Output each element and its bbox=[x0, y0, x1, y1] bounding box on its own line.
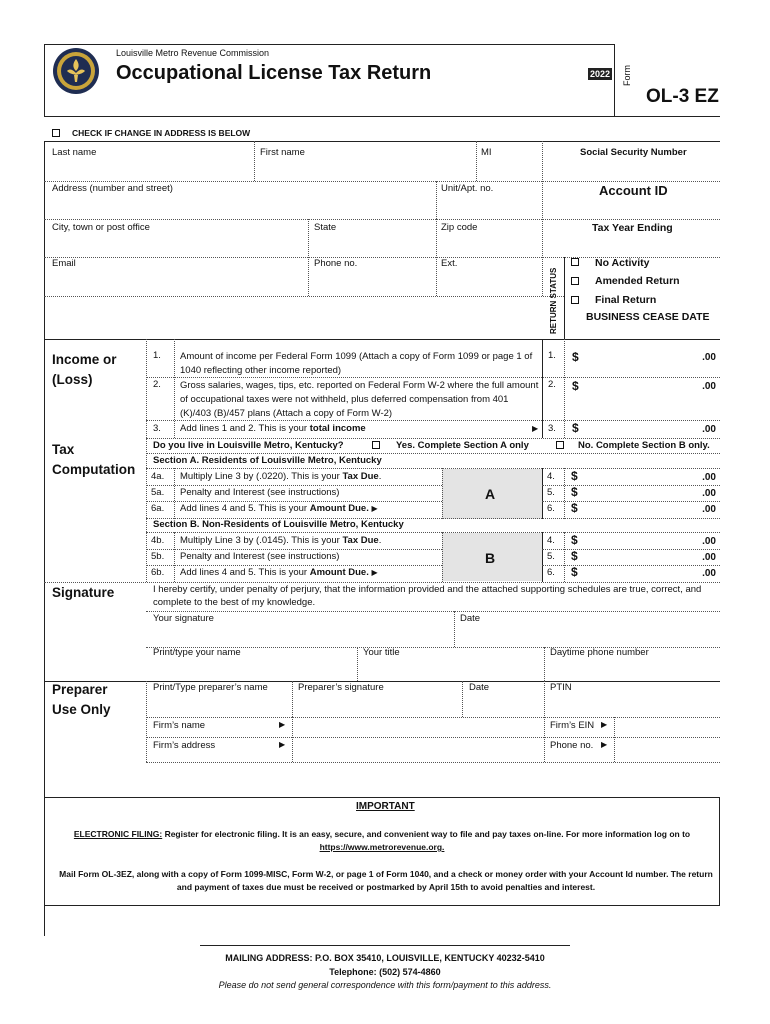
form-label: Form bbox=[622, 65, 632, 86]
line5b-dollar: $ bbox=[571, 549, 578, 563]
address-input[interactable] bbox=[50, 200, 432, 216]
electronic-filing-note: ELECTRONIC FILING: Register for electronic filing. It is an easy, secure, and convenient way to file and pay taxes on-line. For more information log on to https://www.metrorevenue.org. bbox=[73, 829, 691, 852]
line5a-dollar: $ bbox=[571, 485, 578, 499]
line5a-ref: 5. bbox=[547, 487, 555, 498]
address-change-checkbox[interactable] bbox=[52, 129, 60, 137]
line4a-amount[interactable]: .00 bbox=[702, 472, 716, 483]
tax-year-badge: 2022 bbox=[589, 69, 611, 79]
amended-return-checkbox[interactable] bbox=[571, 277, 579, 285]
firm-address-arrow-icon: ▶ bbox=[279, 740, 286, 749]
line3-dollar: $ bbox=[572, 421, 579, 435]
resident-yes-checkbox[interactable] bbox=[372, 441, 380, 449]
address-change-label: CHECK IF CHANGE IN ADDRESS IS BELOW bbox=[72, 128, 251, 138]
phone-label: Phone no. bbox=[314, 258, 358, 269]
preparer-name-input[interactable] bbox=[150, 698, 288, 714]
account-id-label: Account ID bbox=[599, 183, 668, 198]
email-input[interactable] bbox=[50, 274, 304, 290]
last-name-input[interactable] bbox=[50, 162, 250, 178]
city-label: City, town or post office bbox=[52, 222, 150, 233]
line2-ref: 2. bbox=[548, 379, 556, 390]
firm-address-input[interactable] bbox=[296, 741, 540, 755]
print-name-label: Print/type your name bbox=[153, 647, 241, 658]
line1-dollar: $ bbox=[572, 350, 579, 364]
preparer-date-label: Date bbox=[469, 682, 490, 693]
unit-input[interactable] bbox=[440, 200, 538, 216]
section-a-heading: Section A. Residents of Louisville Metro, Kentucky bbox=[153, 455, 382, 466]
certification-statement: I hereby certify, under penalty of perjury, that the information provided and the attached supporting schedules are true, correct, and complete to the best of my knowledge. bbox=[153, 584, 702, 608]
last-name-label: Last name bbox=[52, 147, 97, 158]
line5b-amount[interactable]: .00 bbox=[702, 552, 716, 563]
state-input[interactable] bbox=[312, 238, 432, 254]
resident-no-checkbox[interactable] bbox=[556, 441, 564, 449]
line6b-text: Add lines 4 and 5. This is your Amount Due. ▶ bbox=[180, 567, 378, 578]
line6b-dollar: $ bbox=[571, 565, 578, 579]
line2-text: Gross salaries, wages, tips, etc. reported on Federal Form W-2 where the full amount of occupational taxes were not withheld, plus deferred compensation from 401 (K)/403 (B)/457 plans (Attach a copy of Form W-2) bbox=[180, 380, 539, 419]
line5a-number: 5a. bbox=[151, 487, 165, 498]
line2-number: 2. bbox=[153, 379, 161, 390]
ext-label: Ext. bbox=[441, 258, 458, 269]
daytime-phone-label: Daytime phone number bbox=[550, 647, 649, 658]
line5a-text: Penalty and Interest (see instructions) bbox=[180, 487, 340, 498]
no-activity-checkbox[interactable] bbox=[571, 258, 579, 266]
line3-text: Add lines 1 and 2. This is your total income bbox=[180, 423, 366, 434]
unit-label: Unit/Apt. no. bbox=[441, 183, 494, 194]
section-a-label: A bbox=[485, 486, 496, 502]
zip-input[interactable] bbox=[440, 238, 538, 254]
preparer-section-label: Preparer Use Only bbox=[52, 682, 111, 717]
signature-date-input[interactable] bbox=[458, 628, 716, 644]
signature-section-label: Signature bbox=[52, 585, 115, 600]
telephone: Telephone: (502) 574-4860 bbox=[329, 967, 441, 977]
line4b-ref: 4. bbox=[547, 535, 555, 546]
metro-seal bbox=[52, 47, 100, 95]
firm-ein-label: Firm’s EIN bbox=[550, 720, 595, 731]
section-b-heading: Section B. Non-Residents of Louisville Metro, Kentucky bbox=[153, 519, 404, 530]
firm-name-arrow-icon: ▶ bbox=[279, 720, 286, 729]
line6b-ref: 6. bbox=[547, 567, 555, 578]
line5b-ref: 5. bbox=[547, 551, 555, 562]
business-cease-date-input[interactable] bbox=[570, 325, 716, 337]
email-label: Email bbox=[52, 258, 76, 269]
line1-ref: 1. bbox=[548, 350, 556, 361]
residency-question: Do you live in Louisville Metro, Kentucky? bbox=[153, 440, 344, 451]
your-signature-label: Your signature bbox=[153, 613, 214, 624]
daytime-phone-input[interactable] bbox=[548, 662, 716, 678]
mailing-address: MAILING ADDRESS: P.O. BOX 35410, LOUISVILLE, KENTUCKY 40232-5410 bbox=[225, 953, 545, 963]
preparer-phone-arrow-icon: ▶ bbox=[601, 740, 608, 749]
line2-dollar: $ bbox=[572, 379, 579, 393]
preparer-signature-input[interactable] bbox=[296, 698, 458, 714]
form-id: OL-3 EZ bbox=[646, 86, 719, 107]
print-name-input[interactable] bbox=[150, 662, 353, 678]
firm-ein-input[interactable] bbox=[618, 720, 716, 734]
phone-input[interactable] bbox=[312, 274, 432, 290]
line3-number: 3. bbox=[153, 423, 161, 434]
ssn-input[interactable] bbox=[548, 162, 716, 178]
line4b-dollar: $ bbox=[571, 533, 578, 547]
final-return-checkbox[interactable] bbox=[571, 296, 579, 304]
line5a-amount[interactable]: .00 bbox=[702, 488, 716, 499]
agency-name: Louisville Metro Revenue Commission bbox=[116, 48, 270, 58]
tax-year-ending-input[interactable] bbox=[548, 238, 716, 254]
line6a-arrow-icon: ▶ bbox=[371, 504, 378, 513]
account-id-input[interactable] bbox=[548, 200, 716, 216]
form-title: Occupational License Tax Return bbox=[116, 62, 432, 84]
first-name-label: First name bbox=[260, 147, 305, 158]
business-cease-date-label: BUSINESS CEASE DATE bbox=[586, 311, 710, 323]
line6a-number: 6a. bbox=[151, 503, 165, 514]
address-label: Address (number and street) bbox=[52, 183, 173, 194]
resident-yes-label: Yes. Complete Section A only bbox=[396, 440, 529, 451]
mi-label: MI bbox=[481, 147, 492, 158]
firm-name-label: Firm’s name bbox=[153, 720, 206, 731]
mailing-instructions: Mail Form OL-3EZ, along with a copy of Form 1099-MISC, Form W-2, or page 1 of Form 1040, and a check or money order with your Account Id number. The return and payment of taxes due must be received or postmarked by April 15th to avoid penalties and interest. bbox=[59, 869, 713, 892]
line3-ref: 3. bbox=[548, 423, 556, 434]
line6a-text: Add lines 4 and 5. This is your Amount Due. ▶ bbox=[180, 503, 378, 514]
line6a-ref: 6. bbox=[547, 503, 555, 514]
line1-text: Amount of income per Federal Form 1099 (Attach a copy of Form 1099 or page 1 of 1040 reflecting other income reported) bbox=[180, 351, 533, 376]
line1-number: 1. bbox=[153, 350, 161, 361]
preparer-phone-input[interactable] bbox=[618, 741, 716, 755]
line6b-arrow-icon: ▶ bbox=[371, 568, 378, 577]
correspondence-note: Please do not send general correspondence with this form/payment to this address. bbox=[218, 980, 552, 990]
line4b-amount[interactable]: .00 bbox=[702, 536, 716, 547]
ssn-label: Social Security Number bbox=[580, 147, 687, 158]
final-return-label: Final Return bbox=[595, 294, 657, 306]
resident-no-label: No. Complete Section B only. bbox=[578, 440, 710, 451]
mi-input[interactable] bbox=[480, 162, 540, 178]
your-title-input[interactable] bbox=[361, 662, 540, 678]
line4a-number: 4a. bbox=[151, 471, 165, 482]
ext-input[interactable] bbox=[440, 274, 538, 290]
line3-arrow-icon: ▶ bbox=[532, 424, 539, 433]
line2-amount[interactable]: .00 bbox=[702, 381, 716, 392]
income-section-label: Income or (Loss) bbox=[52, 352, 117, 387]
your-title-label: Your title bbox=[363, 647, 400, 658]
preparer-signature-label: Preparer’s signature bbox=[298, 682, 384, 693]
return-status-label: RETURN STATUS bbox=[549, 267, 558, 334]
tax-year-ending-label: Tax Year Ending bbox=[592, 222, 673, 234]
ptin-input[interactable] bbox=[548, 698, 716, 714]
state-label: State bbox=[314, 222, 337, 233]
tax-computation-section-label: Tax Computation bbox=[52, 442, 136, 477]
line5b-text: Penalty and Interest (see instructions) bbox=[180, 551, 340, 562]
signature-date-label: Date bbox=[460, 613, 481, 624]
zip-label: Zip code bbox=[441, 222, 478, 233]
section-b-label: B bbox=[485, 550, 496, 566]
line4b-text: Multiply Line 3 by (.0145). This is your Tax Due. bbox=[180, 535, 382, 546]
line6a-dollar: $ bbox=[571, 501, 578, 515]
preparer-date-input[interactable] bbox=[466, 698, 540, 714]
preparer-name-label: Print/Type preparer’s name bbox=[153, 682, 268, 693]
metro-revenue-link[interactable]: https://www.metrorevenue.org. bbox=[319, 842, 445, 852]
firm-name-input[interactable] bbox=[296, 720, 540, 734]
line6a-amount[interactable]: .00 bbox=[702, 504, 716, 515]
important-heading: IMPORTANT bbox=[356, 801, 415, 812]
city-input[interactable] bbox=[50, 238, 304, 254]
no-activity-label: No Activity bbox=[595, 257, 650, 269]
amended-return-label: Amended Return bbox=[595, 275, 680, 287]
line3-amount[interactable]: .00 bbox=[702, 424, 716, 435]
line1-amount[interactable]: .00 bbox=[702, 352, 716, 363]
line4a-text: Multiply Line 3 by (.0220). This is your Tax Due. bbox=[180, 471, 382, 482]
line4a-dollar: $ bbox=[571, 469, 578, 483]
preparer-phone-label: Phone no. bbox=[550, 740, 594, 751]
line5b-number: 5b. bbox=[151, 551, 165, 562]
firm-ein-arrow-icon: ▶ bbox=[601, 720, 608, 729]
line6b-amount[interactable]: .00 bbox=[702, 568, 716, 579]
your-signature-input[interactable] bbox=[150, 628, 450, 644]
ptin-label: PTIN bbox=[550, 682, 572, 693]
line6b-number: 6b. bbox=[151, 567, 165, 578]
first-name-input[interactable] bbox=[258, 162, 472, 178]
line4a-ref: 4. bbox=[547, 471, 555, 482]
firm-address-label: Firm’s address bbox=[153, 740, 216, 751]
line4b-number: 4b. bbox=[151, 535, 165, 546]
